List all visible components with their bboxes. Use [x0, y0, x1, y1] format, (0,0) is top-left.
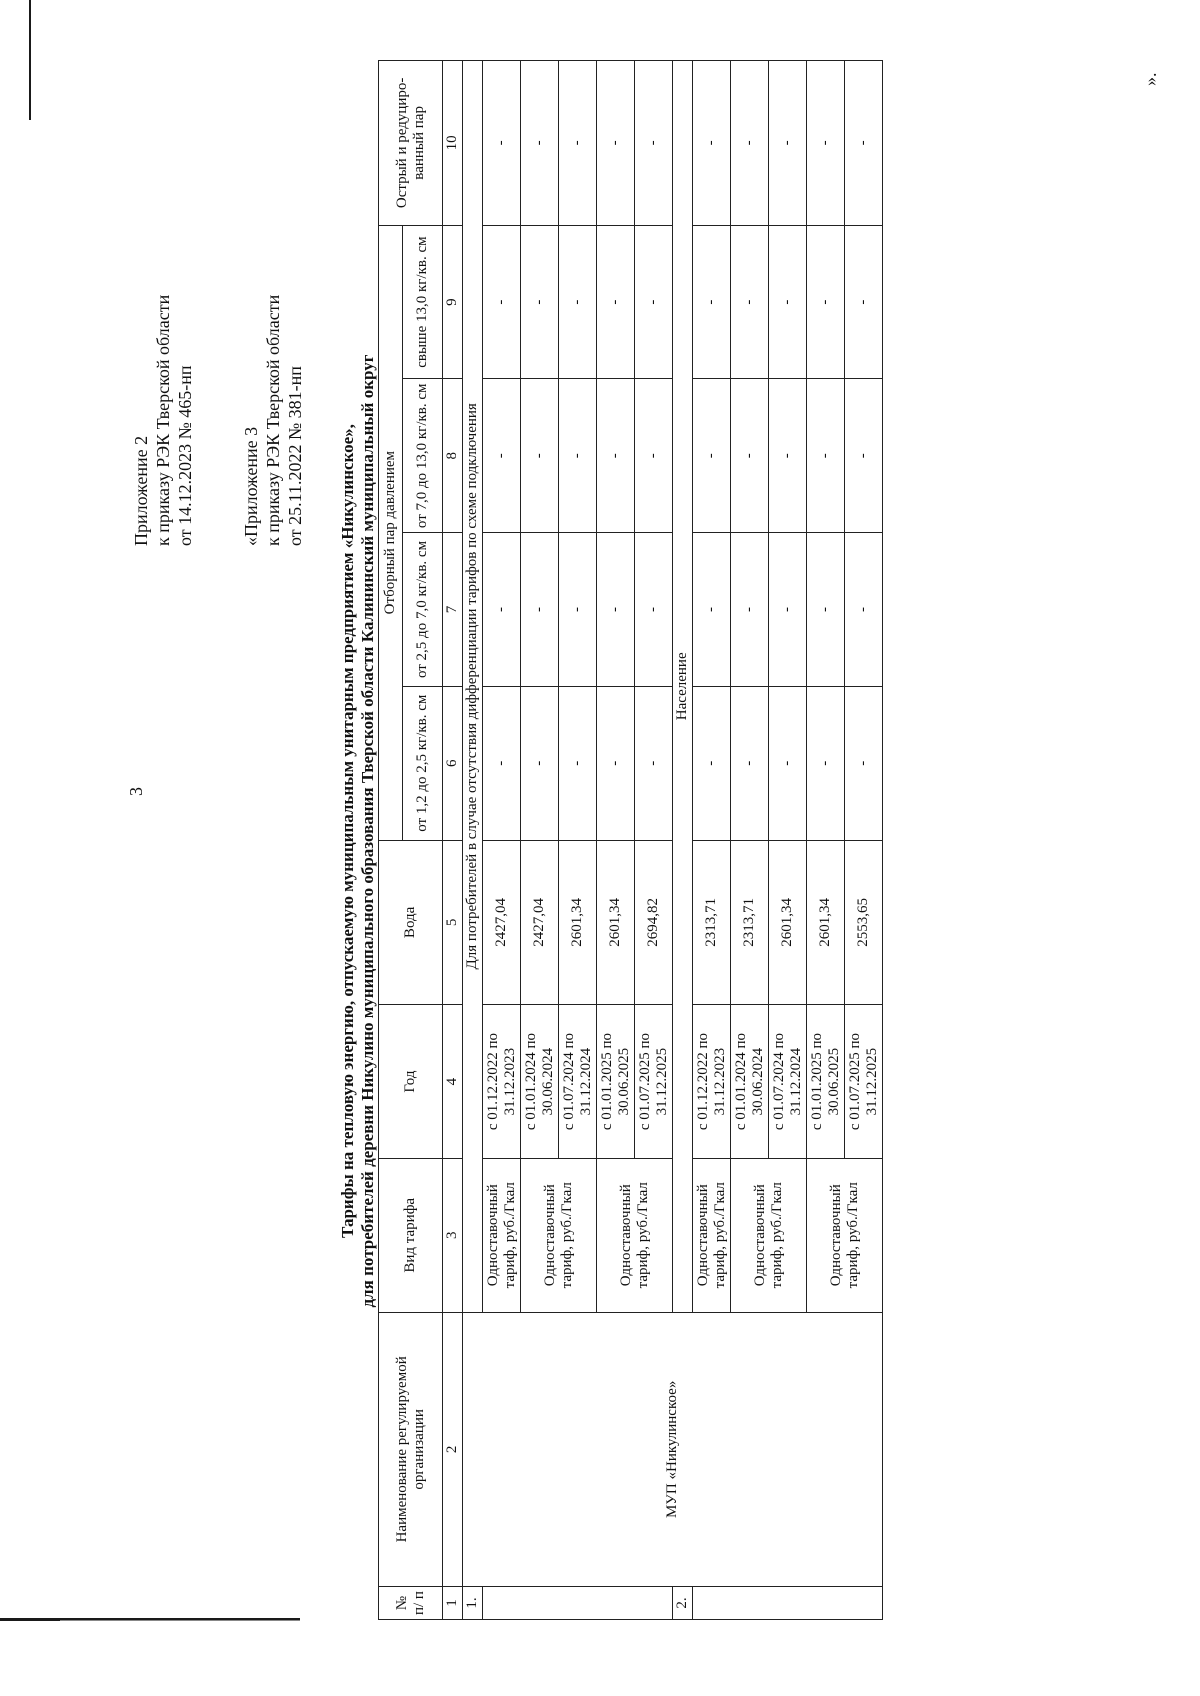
steam-1-value: -: [693, 686, 731, 840]
sharp-steam-value: -: [807, 61, 845, 226]
steam-2-value: -: [845, 533, 883, 687]
tariff-type: Одноставочный тариф, руб./Гкал: [521, 1158, 597, 1312]
document-title: Тарифы на тепловую энергию, отпускаемую муниципальным унитарным предприятием «Никулинское»,: [338, 424, 357, 1238]
period: с 01.07.2025 по 31.12.2025: [845, 1005, 883, 1159]
approval-block-current: [130, 295, 196, 546]
sharp-steam-value: -: [731, 61, 769, 226]
steam-4-value: -: [521, 225, 559, 379]
period: с 01.01.2025 по 30.06.2025: [807, 1005, 845, 1159]
sharp-steam-value: -: [693, 61, 731, 226]
sharp-steam-value: -: [597, 61, 635, 226]
tariff-table: [378, 60, 883, 1620]
steam-2-value: -: [731, 533, 769, 687]
approval-line: от 14.12.2023 № 465-нп: [175, 365, 195, 546]
col-number: 5: [443, 840, 463, 1005]
water-value: 2601,34: [769, 840, 807, 1005]
section-number: 1.: [463, 1587, 483, 1620]
steam-3-value: -: [597, 379, 635, 533]
steam-1-value: -: [845, 686, 883, 840]
col-number: 9: [443, 225, 463, 379]
steam-4-value: -: [807, 225, 845, 379]
section-label: Население: [673, 61, 693, 1313]
steam-3-value: -: [731, 379, 769, 533]
col-number: 8: [443, 379, 463, 533]
steam-4-value: -: [635, 225, 673, 379]
steam-3-value: -: [693, 379, 731, 533]
num-cell: [693, 1587, 883, 1620]
steam-2-value: -: [559, 533, 597, 687]
steam-1-value: -: [597, 686, 635, 840]
page-number: 3: [126, 787, 146, 796]
steam-1-value: -: [521, 686, 559, 840]
sharp-steam-value: -: [559, 61, 597, 226]
sharp-steam-value: -: [483, 61, 521, 226]
section-row: [463, 61, 483, 1620]
column-numbers-row: [443, 61, 463, 1620]
approval-line: от 25.11.2022 № 381-нп: [285, 366, 305, 546]
water-value: 2313,71: [693, 840, 731, 1005]
steam-4-value: -: [731, 225, 769, 379]
period: с 01.12.2022 по 31.12.2023: [693, 1005, 731, 1159]
steam-1-value: -: [731, 686, 769, 840]
tariff-type: Одноставочный тариф, руб./Гкал: [693, 1158, 731, 1312]
approval-line: к приказу РЭК Тверской области: [263, 294, 283, 546]
header-steam-4: свыше 13,0 кг/кв. см: [403, 225, 443, 379]
water-value: 2427,04: [521, 840, 559, 1005]
section-number: 2.: [673, 1587, 693, 1620]
steam-4-value: -: [597, 225, 635, 379]
org-name: МУП «Никулинское»: [664, 1380, 680, 1519]
col-number: 1: [443, 1587, 463, 1620]
steam-2-value: -: [769, 533, 807, 687]
steam-4-value: -: [693, 225, 731, 379]
header-water: Вода: [379, 840, 443, 1005]
org-name-cell: [463, 1312, 883, 1586]
tariff-type: Одноставочный тариф, руб./Гкал: [597, 1158, 673, 1312]
steam-2-value: -: [521, 533, 559, 687]
header-sharp-steam: Острый и редуциро-ванный пар: [379, 61, 443, 226]
steam-2-value: -: [483, 533, 521, 687]
steam-1-value: -: [559, 686, 597, 840]
period: с 01.01.2024 по 30.06.2024: [521, 1005, 559, 1159]
water-value: 2601,34: [807, 840, 845, 1005]
steam-3-value: -: [807, 379, 845, 533]
tariff-type: Одноставочный тариф, руб./Гкал: [731, 1158, 807, 1312]
approval-block-previous: [240, 295, 306, 546]
sharp-steam-value: -: [769, 61, 807, 226]
header-num: № п/ п: [379, 1587, 443, 1620]
header-steam-group: Отборный пар давлением: [379, 225, 403, 840]
steam-1-value: -: [483, 686, 521, 840]
header-steam-2: от 2,5 до 7,0 кг/кв. см: [403, 533, 443, 687]
steam-2-value: -: [635, 533, 673, 687]
tariff-type: Одноставочный тариф, руб./Гкал: [483, 1158, 521, 1312]
period: с 01.07.2024 по 31.12.2024: [559, 1005, 597, 1159]
approval-line: «Приложение 3: [241, 426, 261, 546]
section-label: Для потребителей в случае отсутствия дифференциации тарифов по схеме подключения: [463, 61, 483, 1313]
col-number: 7: [443, 533, 463, 687]
steam-4-value: -: [559, 225, 597, 379]
steam-3-value: -: [635, 379, 673, 533]
water-value: 2601,34: [559, 840, 597, 1005]
sharp-steam-value: -: [635, 61, 673, 226]
water-value: 2601,34: [597, 840, 635, 1005]
num-cell: [483, 1587, 673, 1620]
col-number: 4: [443, 1005, 463, 1159]
header-steam-1: от 1,2 до 2,5 кг/кв. см: [403, 686, 443, 840]
steam-4-value: -: [845, 225, 883, 379]
steam-4-value: -: [769, 225, 807, 379]
sharp-steam-value: -: [845, 61, 883, 226]
steam-3-value: -: [769, 379, 807, 533]
tariff-type: Одноставочный тариф, руб./Гкал: [807, 1158, 883, 1312]
period: с 01.07.2025 по 31.12.2025: [635, 1005, 673, 1159]
col-number: 3: [443, 1158, 463, 1312]
steam-4-value: -: [483, 225, 521, 379]
steam-3-value: -: [559, 379, 597, 533]
col-number: 6: [443, 686, 463, 840]
period: с 01.12.2022 по 31.12.2023: [483, 1005, 521, 1159]
header-year: Год: [379, 1005, 443, 1159]
steam-3-value: -: [521, 379, 559, 533]
col-number: 2: [443, 1312, 463, 1586]
water-value: 2694,82: [635, 840, 673, 1005]
water-value: 2427,04: [483, 840, 521, 1005]
water-value: 2313,71: [731, 840, 769, 1005]
header-tariff-type: Вид тарифа: [379, 1158, 443, 1312]
header-steam-3: от 7,0 до 13,0 кг/кв. см: [403, 379, 443, 533]
closing-quote: ».: [1140, 72, 1160, 86]
water-value: 2553,65: [845, 840, 883, 1005]
steam-3-value: -: [845, 379, 883, 533]
approval-line: Приложение 2: [131, 435, 151, 546]
steam-1-value: -: [635, 686, 673, 840]
steam-2-value: -: [597, 533, 635, 687]
approval-line: к приказу РЭК Тверской области: [153, 294, 173, 546]
period: с 01.01.2024 по 30.06.2024: [731, 1005, 769, 1159]
steam-1-value: -: [769, 686, 807, 840]
steam-3-value: -: [483, 379, 521, 533]
steam-1-value: -: [807, 686, 845, 840]
period: с 01.01.2025 по 30.06.2025: [597, 1005, 635, 1159]
steam-2-value: -: [693, 533, 731, 687]
col-number: 10: [443, 61, 463, 226]
period: с 01.07.2024 по 31.12.2024: [769, 1005, 807, 1159]
sharp-steam-value: -: [521, 61, 559, 226]
steam-2-value: -: [807, 533, 845, 687]
document-subtitle: для потребителей деревни Никулино муниципального образования Тверской области Калининский муниципальный округ: [358, 354, 377, 1308]
header-org: Наименование регулируемой организации: [379, 1312, 443, 1586]
